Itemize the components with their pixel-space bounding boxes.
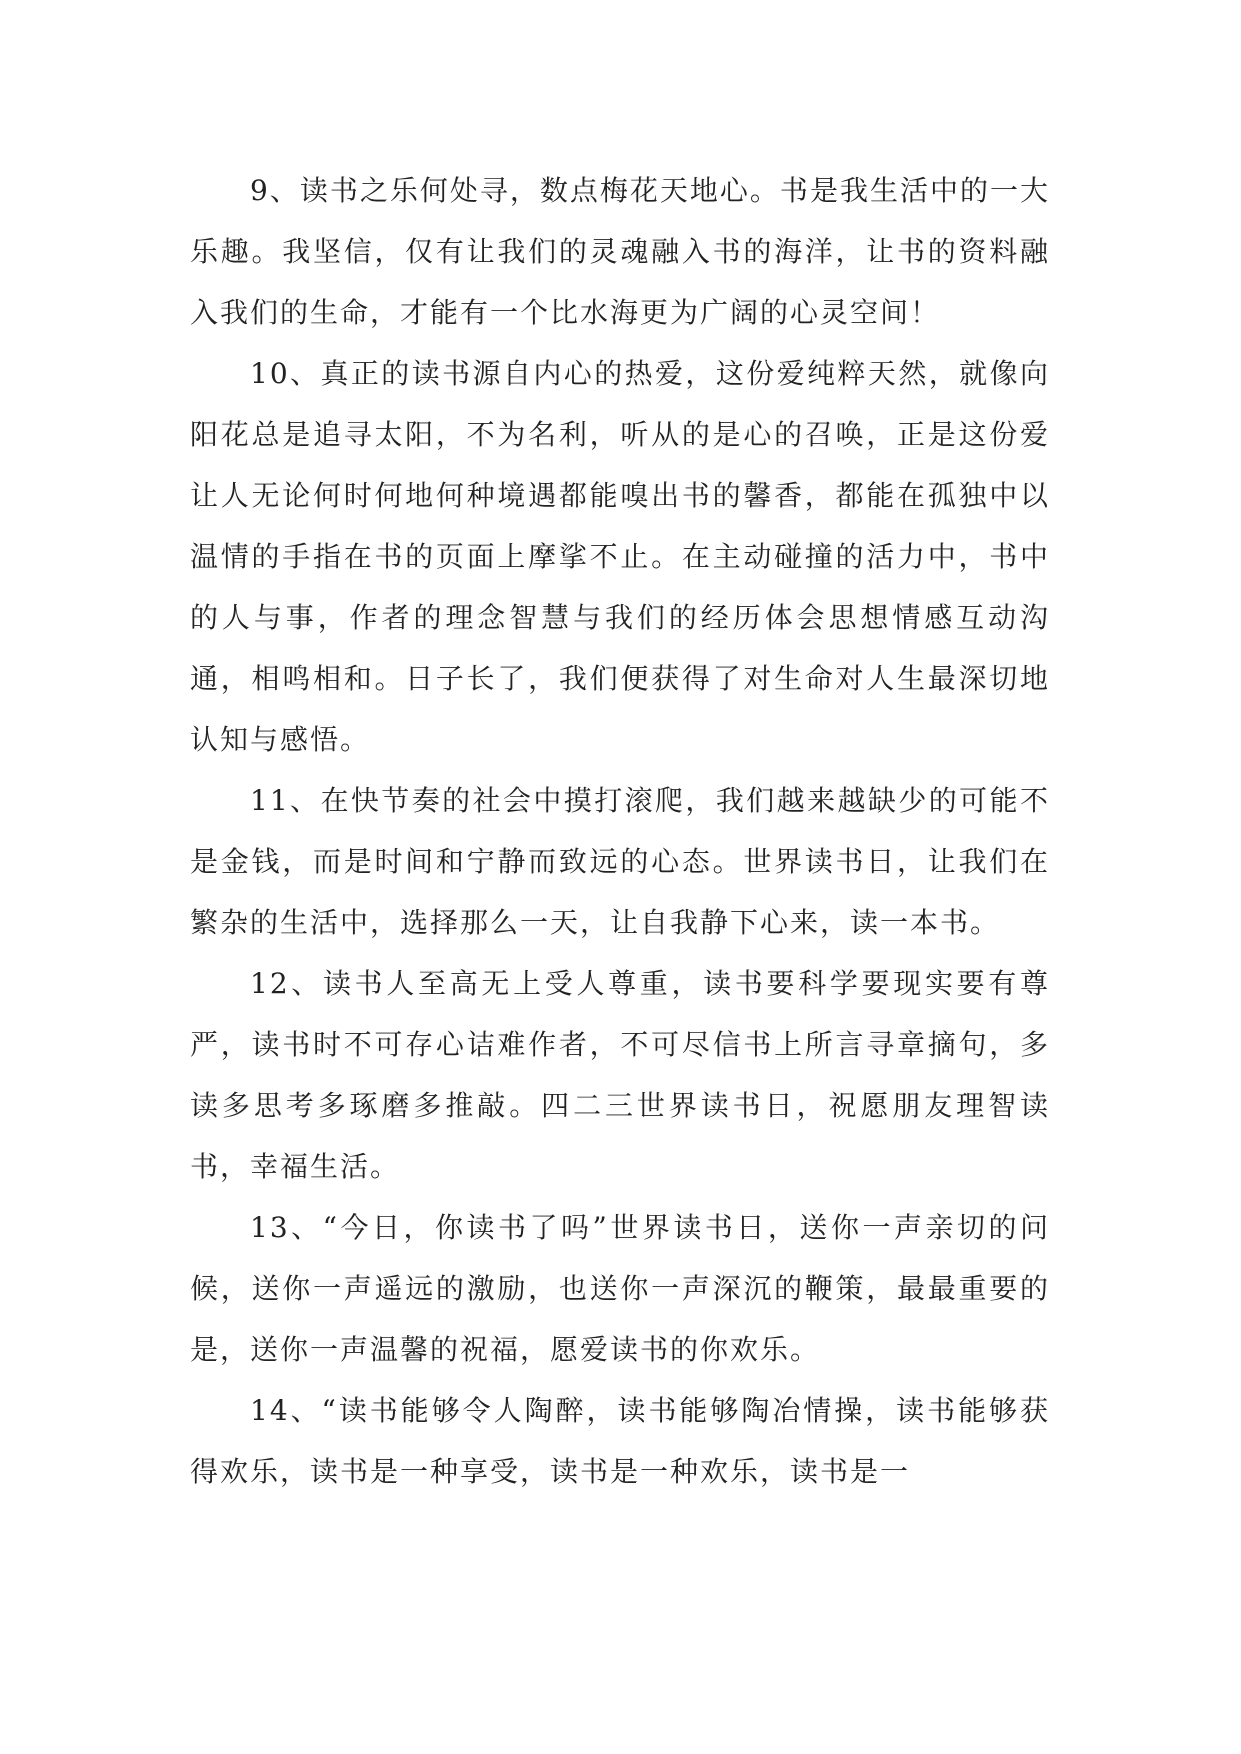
document-body (190, 160, 1050, 1502)
paragraph-10: 10、真正的读书源自内心的热爱，这份爱纯粹天然，就像向阳花总是追寻太阳，不为名利，听从的是心的召唤，正是这份爱让人无论何时何地何种境遇都能嗅出书的馨香，都能在孤独中以温情的手指在书的页面上摩挲不止。在主动碰撞的活力中，书中的人与事，作者的理念智慧与我们的经历体会思想情感互动沟通，相鸣相和。日子长了，我们便获得了对生命对人生最深切地认知与感悟。 (190, 357, 1050, 756)
paragraph-9: 9、读书之乐何处寻，数点梅花天地心。书是我生活中的一大乐趣。我坚信，仅有让我们的灵魂融入书的海洋，让书的资料融入我们的生命，才能有一个比水海更为广阔的心灵空间！ (190, 174, 1050, 329)
paragraph-11: 11、在快节奏的社会中摸打滚爬，我们越来越缺少的可能不是金钱，而是时间和宁静而致远的心态。世界读书日，让我们在繁杂的生活中，选择那么一天，让自我静下心来，读一本书。 (190, 784, 1050, 939)
paragraph-12: 12、读书人至高无上受人尊重，读书要科学要现实要有尊严，读书时不可存心诘难作者，不可尽信书上所言寻章摘句，多读多思考多琢磨多推敲。四二三世界读书日，祝愿朋友理智读书，幸福生活。 (190, 967, 1050, 1183)
paragraph-14: 14、“读书能够令人陶醉，读书能够陶冶情操，读书能够获得欢乐，读书是一种享受，读书是一种欢乐，读书是一 (190, 1394, 1050, 1488)
paragraph-13: 13、“今日，你读书了吗”世界读书日，送你一声亲切的问候，送你一声遥远的激励，也送你一声深沉的鞭策，最最重要的是，送你一声温馨的祝福，愿爱读书的你欢乐。 (190, 1211, 1050, 1366)
